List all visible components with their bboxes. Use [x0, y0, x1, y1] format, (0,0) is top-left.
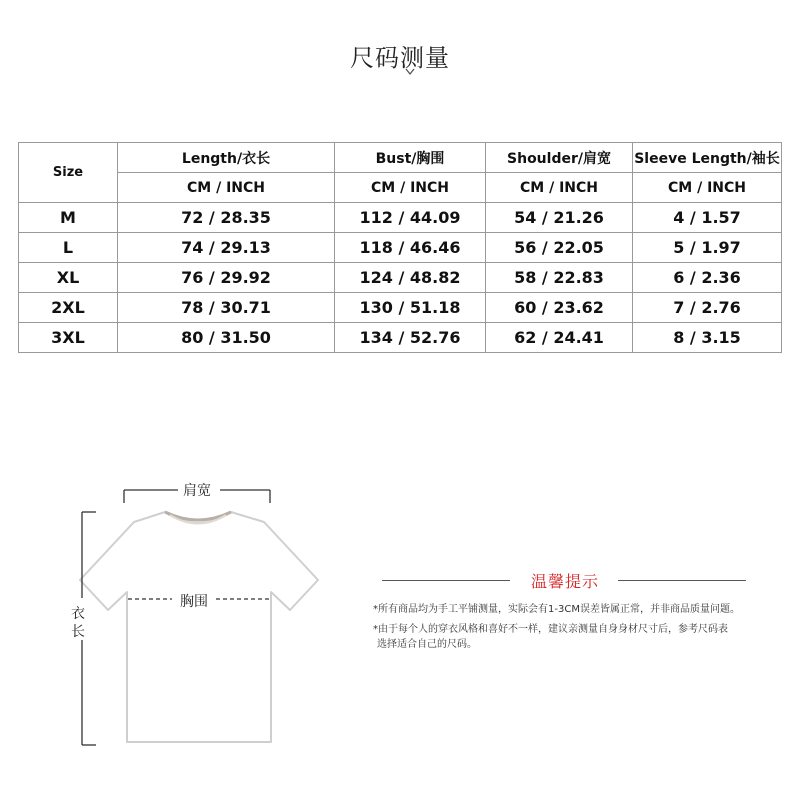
tip-note-1: *所有商品均为手工平铺测量，实际会有1-3CM误差皆属正常，并非商品质量问题。 — [373, 604, 740, 615]
bust-cell: 134 / 52.76 — [335, 323, 486, 353]
column-header-bust: Bust/胸围 — [335, 143, 486, 173]
unit-label: CM / INCH — [486, 173, 633, 203]
sleeve-cell: 4 / 1.57 — [633, 203, 782, 233]
sleeve-cell: 5 / 1.97 — [633, 233, 782, 263]
sleeve-cell: 7 / 2.76 — [633, 293, 782, 323]
size-chart-table — [18, 142, 782, 353]
size-cell: 2XL — [19, 293, 118, 323]
size-cell: L — [19, 233, 118, 263]
sleeve-cell: 8 / 3.15 — [633, 323, 782, 353]
bust-cell: 118 / 46.46 — [335, 233, 486, 263]
unit-label: CM / INCH — [118, 173, 335, 203]
bust-label: 胸围 — [180, 594, 208, 610]
table-header-row — [19, 143, 782, 173]
shoulder-cell: 56 / 22.05 — [486, 233, 633, 263]
column-header-shoulder: Shoulder/肩宽 — [486, 143, 633, 173]
column-header-sleeve: Sleeve Length/袖长 — [633, 143, 782, 173]
tips-divider-left — [382, 580, 510, 581]
table-row — [19, 203, 782, 233]
unit-label: CM / INCH — [633, 173, 782, 203]
length-cell: 76 / 29.92 — [118, 263, 335, 293]
tip-note-2-line-2: 选择适合自己的尺码。 — [377, 639, 477, 650]
tips-divider-right — [618, 580, 746, 581]
shoulder-cell: 62 / 24.41 — [486, 323, 633, 353]
length-cell: 78 / 30.71 — [118, 293, 335, 323]
page-title: 尺码测量 — [350, 44, 450, 72]
column-header-length: Length/衣长 — [118, 143, 335, 173]
table-row — [19, 293, 782, 323]
length-cell: 80 / 31.50 — [118, 323, 335, 353]
sleeve-cell: 6 / 2.36 — [633, 263, 782, 293]
length-label-2: 长 — [71, 624, 85, 640]
tip-note-2-line-1: *由于每个人的穿衣风格和喜好不一样，建议亲测量自身身材尺寸后，参考尺码表 — [373, 624, 728, 635]
size-header: Size — [19, 143, 118, 203]
length-label-1: 衣 — [71, 606, 85, 622]
bust-cell: 112 / 44.09 — [335, 203, 486, 233]
length-cell: 72 / 28.35 — [118, 203, 335, 233]
unit-row — [19, 173, 782, 203]
shoulder-cell: 58 / 22.83 — [486, 263, 633, 293]
table-row — [19, 323, 782, 353]
bust-cell: 124 / 48.82 — [335, 263, 486, 293]
shoulder-label: 肩宽 — [183, 483, 211, 499]
shoulder-cell: 54 / 21.26 — [486, 203, 633, 233]
size-cell: 3XL — [19, 323, 118, 353]
measurement-diagram — [0, 440, 360, 780]
table-row — [19, 263, 782, 293]
bust-cell: 130 / 51.18 — [335, 293, 486, 323]
length-cell: 74 / 29.13 — [118, 233, 335, 263]
size-cell: M — [19, 203, 118, 233]
shoulder-cell: 60 / 23.62 — [486, 293, 633, 323]
chevron-down-icon — [405, 67, 415, 77]
unit-label: CM / INCH — [335, 173, 486, 203]
tips-title: 温馨提示 — [530, 572, 599, 591]
size-cell: XL — [19, 263, 118, 293]
table-row — [19, 233, 782, 263]
